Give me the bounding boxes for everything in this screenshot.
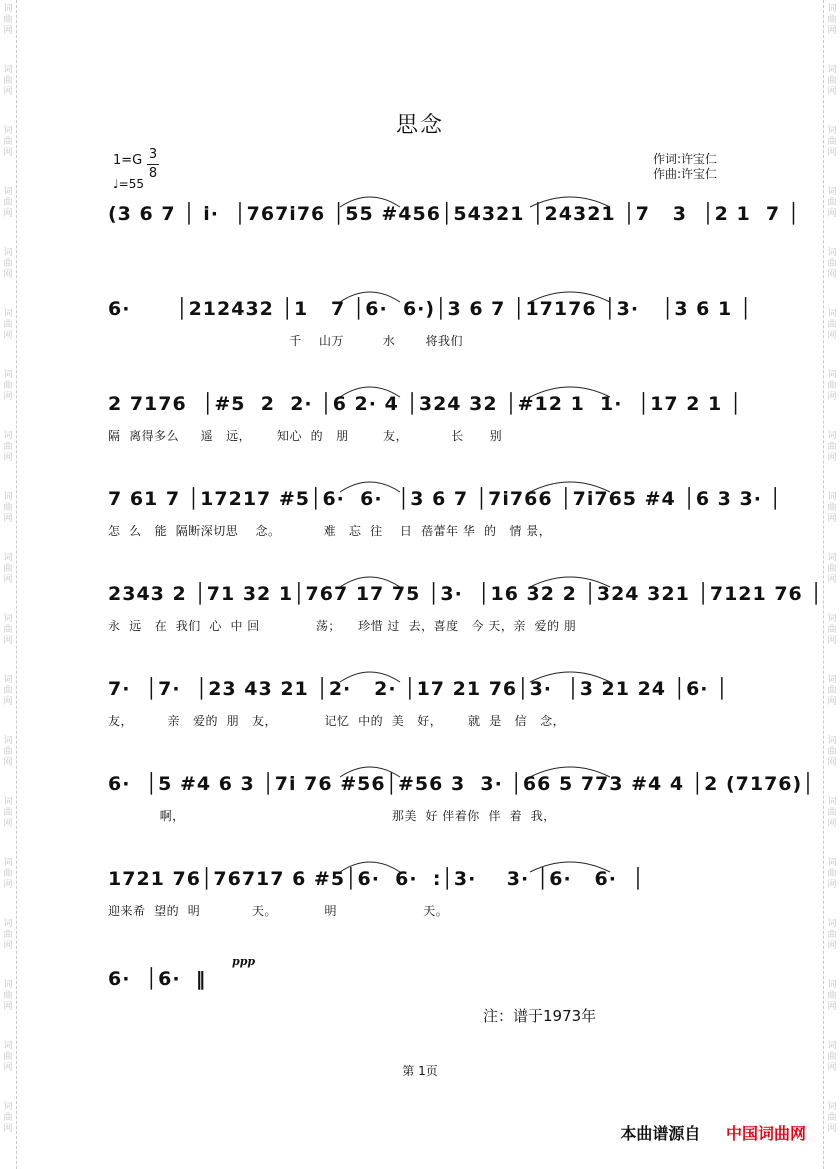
dynamic-marking: ppp (232, 955, 256, 968)
slur-arc (340, 672, 400, 682)
watermark-text: 词 曲 网 (3, 492, 13, 524)
time-numerator: 3 (148, 147, 158, 162)
watermark-text: 词 曲 网 (3, 65, 13, 97)
watermark-text: 词 曲 网 (827, 492, 837, 524)
slur-arc (530, 197, 610, 207)
time-denominator: 8 (148, 166, 158, 181)
slur-arc (340, 292, 400, 302)
source-label: 本曲谱源自 (620, 1124, 701, 1143)
watermark-text: 词 曲 网 (827, 675, 837, 707)
slur-arc (530, 577, 610, 587)
watermark-text: 词 曲 网 (3, 1041, 13, 1073)
slur-marks (100, 666, 755, 686)
slur-marks (100, 286, 755, 306)
watermark-text: 词 曲 网 (3, 187, 13, 219)
watermark-text: 词 曲 网 (827, 614, 837, 646)
composer: 作曲:许宝仁 (653, 167, 718, 181)
watermark-text: 词 曲 网 (827, 65, 837, 97)
notation-line: 1721 76│76717 6 #5│6· 6· :│3· 3· │6· 6· │ (108, 868, 645, 890)
quarter-note-icon: ♩ (113, 177, 119, 191)
slur-marks (100, 191, 755, 211)
notation-line: 2343 2 │71 32 1│767 17 75 │3· │16 32 2 │324 321 │7121 76 │ (108, 583, 823, 605)
left-watermark-strip (0, 0, 17, 1169)
slur-arc (340, 482, 400, 492)
watermark-text: 词 曲 网 (827, 980, 837, 1012)
lyric-line: 永 远 在 我们 心 中 回 荡； 珍惜 过 去，喜度 今 天，亲 爱的 朋 (108, 619, 577, 633)
slur-marks (100, 571, 755, 591)
slur-arc (340, 197, 400, 207)
slur-marks (100, 856, 755, 876)
slur-arc (530, 862, 610, 872)
page-number: 第 1页 (402, 1064, 438, 1078)
watermark-text: 词 曲 网 (3, 980, 13, 1012)
slur-arc (530, 482, 610, 492)
notation-line: 7 61 7 │17217 #5│6· 6· │3 6 7 │7i766 │7i765 #4 │6 3 3· │ (108, 488, 782, 510)
watermark-text: 词 曲 网 (827, 309, 837, 341)
notation-line: 6· │5 #4 6 3 │7i 76 #56│#56 3 3· │66 5 773 #4 4 │2 (7176)│ (108, 773, 815, 795)
watermark-text: 词 曲 网 (3, 736, 13, 768)
final-notes: 6· │6· ‖ (108, 968, 207, 990)
watermark-text: 词 曲 网 (3, 4, 13, 36)
watermark-text: 词 曲 网 (3, 553, 13, 585)
watermark-text: 词 曲 网 (3, 309, 13, 341)
watermark-text: 词 曲 网 (827, 919, 837, 951)
slur-marks (100, 476, 755, 496)
watermark-text: 词 曲 网 (3, 919, 13, 951)
right-watermark-strip (823, 0, 840, 1169)
watermark-text: 词 曲 网 (827, 736, 837, 768)
watermark-text: 词 曲 网 (3, 1102, 13, 1134)
watermark-text: 词 曲 网 (827, 370, 837, 402)
song-title: 思念 (395, 113, 444, 138)
watermark-text: 词 曲 网 (827, 248, 837, 280)
watermark-text: 词 曲 网 (827, 553, 837, 585)
lyricist: 作词:许宝仁 (653, 152, 718, 166)
watermark-text: 词 曲 网 (827, 431, 837, 463)
watermark-text: 词 曲 网 (3, 858, 13, 890)
slur-arc (530, 767, 610, 777)
tempo-marking (113, 177, 144, 191)
slur-marks (100, 381, 755, 401)
source-credit (620, 1121, 806, 1144)
time-signature (147, 146, 159, 183)
slur-marks (100, 761, 755, 781)
watermark-text: 词 曲 网 (827, 1102, 837, 1134)
watermark-text: 词 曲 网 (3, 370, 13, 402)
slur-arc (530, 672, 610, 682)
lyric-line: 迎来希 望的 明 天。 明 天。 (108, 904, 449, 918)
slur-arc (530, 387, 610, 397)
notation-line: 6· │212432 │1 7 │6· 6·)│3 6 7 │17176 │3· │3 6 1 │ (108, 298, 753, 320)
watermark-text: 词 曲 网 (827, 797, 837, 829)
watermark-text: 词 曲 网 (827, 187, 837, 219)
slur-arc (340, 387, 400, 397)
slur-arc (340, 862, 400, 872)
watermark-text: 词 曲 网 (3, 431, 13, 463)
watermark-text: 词 曲 网 (3, 797, 13, 829)
notation-line: 2 7176 │#5 2 2· │6 2· 4 │324 32 │#12 1 1· │17 2 1 │ (108, 393, 743, 415)
watermark-text: 词 曲 网 (3, 126, 13, 158)
credits (653, 152, 717, 182)
notation-line: 7· │7· │23 43 21 │2· 2· │17 21 76│3· │3 21 24 │6· │ (108, 678, 729, 700)
watermark-text: 词 曲 网 (827, 126, 837, 158)
watermark-text: 词 曲 网 (827, 1041, 837, 1073)
watermark-text: 词 曲 网 (827, 4, 837, 36)
lyric-line: 友， 亲 爱的 朋 友， 记忆 中的 美 好， 就 是 信 念， (108, 714, 566, 728)
tempo-value: =55 (118, 177, 144, 191)
notation-line: (3 6 7 │ i· │767i76 │55 #456│54321 │24321 │7 3 │2 1 7 │ (108, 203, 801, 225)
key-signature: 1=G (113, 153, 143, 168)
watermark-text: 词 曲 网 (3, 248, 13, 280)
watermark-text: 词 曲 网 (827, 858, 837, 890)
watermark-text: 词 曲 网 (3, 675, 13, 707)
lyric-line: 怎 么 能 隔断深切思 念。 难 忘 往 日 蓓蕾年 华 的 情 景， (108, 524, 552, 538)
watermark-text: 词 曲 网 (3, 614, 13, 646)
slur-arc (340, 577, 400, 587)
slur-arc (340, 767, 400, 777)
lyric-line: 千 山万 水 将我们 (108, 334, 463, 348)
lyric-line: 隔 离得多么 遥 远， 知心 的 朋 友， 长 别 (108, 429, 503, 443)
slur-arc (530, 292, 610, 302)
annotation: 注：谱于1973年 (483, 1007, 597, 1025)
lyric-line: 啊， 那美 好 伴着你 伴 着 我， (108, 809, 556, 823)
source-site-link[interactable]: 中国词曲网 (725, 1124, 806, 1143)
